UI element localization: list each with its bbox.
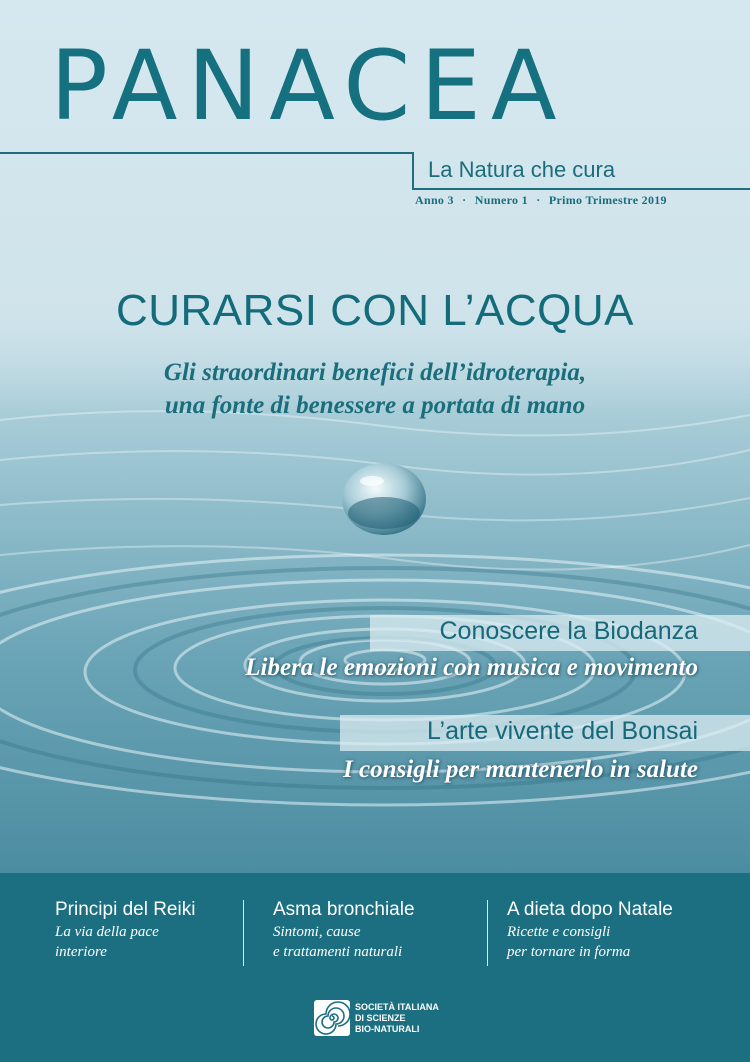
- cover-subheadline: [0, 356, 750, 422]
- feature-subtitle: Libera le emozioni con musica e movimento: [245, 654, 698, 681]
- issue-separator: ·: [536, 193, 541, 207]
- footer-column-line: interiore: [55, 944, 107, 960]
- footer-column: [507, 898, 673, 962]
- footer-column-line: Ricette e consigli: [507, 924, 611, 940]
- water-drop-image: [340, 461, 428, 541]
- cover-headline: CURARSI CON L’ACQUA: [115, 286, 635, 335]
- footer-column-line: per tornare in forma: [507, 944, 631, 960]
- feature-title: Conoscere la Biodanza: [439, 617, 698, 645]
- masthead-tagline: La Natura che cura: [428, 157, 616, 182]
- footer-column-title: Principi del Reiki: [55, 899, 196, 920]
- publisher-name-line: DI SCIENZE: [355, 1013, 406, 1023]
- cover-subheadline-line: una fonte di benessere a portata di mano: [164, 392, 586, 419]
- publisher-name: [355, 1002, 439, 1035]
- publisher-logo: [314, 1000, 444, 1040]
- footer-column-title: Asma bronchiale: [273, 899, 415, 920]
- masthead-rule: [0, 152, 413, 154]
- masthead-rule-vertical: [412, 152, 414, 189]
- issue-year: Anno 3: [415, 193, 454, 207]
- footer-column-line: e trattamenti naturali: [273, 944, 403, 960]
- spiral-shell-icon: [314, 1000, 350, 1036]
- footer-column-line: Sintomi, cause: [273, 924, 361, 940]
- footer-column: [273, 898, 415, 962]
- masthead-title: PANACEA: [50, 30, 567, 142]
- issue-info: [415, 193, 672, 208]
- footer-divider: [487, 900, 488, 966]
- footer-column: [55, 898, 195, 962]
- feature-subtitle: I consigli per mantenerlo in salute: [343, 756, 698, 783]
- issue-number: Numero 1: [474, 193, 528, 207]
- masthead-rule-lower: [412, 188, 750, 190]
- cover-subheadline-line: Gli straordinari benefici dell’idroterapia,: [163, 359, 587, 386]
- feature-title: L’arte vivente del Bonsai: [426, 717, 698, 745]
- publisher-name-line: SOCIETÀ ITALIANA: [355, 1002, 439, 1012]
- issue-quarter: Primo Trimestre 2019: [548, 193, 667, 207]
- footer-column-title: A dieta dopo Natale: [507, 899, 673, 920]
- footer-divider: [243, 900, 244, 966]
- footer-column-line: La via della pace: [55, 924, 159, 940]
- publisher-name-line: BIO-NATURALI: [355, 1024, 420, 1034]
- issue-separator: ·: [462, 193, 467, 207]
